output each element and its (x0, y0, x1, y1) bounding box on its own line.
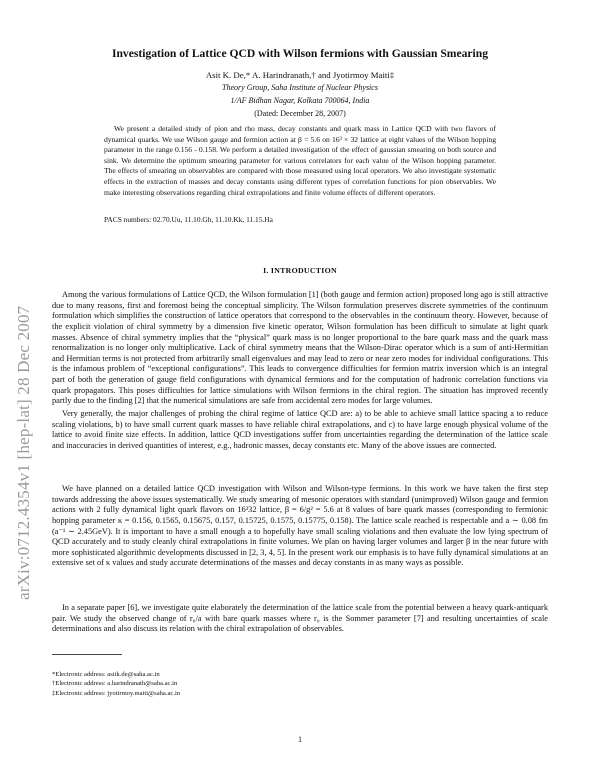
page-number: 1 (298, 735, 302, 744)
intro-paragraph-4: In a separate paper [6], we investigate quite elaborately the determination of the lattice scale from the potential between a heavy quark-antiquark pair. We study the observed change of r₀/a with bare quark masses where r₀ is the Sommer parameter [7] and resulting uncertainties of scale determinations and also discuss its relation with the chiral extrapolation of observables. (52, 603, 548, 634)
footnote-email-3: ‡Electronic address: jyotirmoy.maiti@saha.ac.in (52, 690, 181, 697)
intro-paragraph-2: Very generally, the major challenges of probing the chiral regime of lattice QCD are: a) to be able to achieve small lattice spacing a to reduce scaling violations, b) to have small current quark masses to have reliable chiral extrapolations, and c) to have large enough physical volume of the lattice to avoid finite size effects. In addition, lattice QCD investigations suffer from uncertainties regarding the determination of the lattice scale and inaccuracies in derived quantities of interest, e.g., hadronic masses, decay constants etc. Many of the above issues are connected. (52, 409, 548, 450)
author-list: Asit K. De,* A. Harindranath,† and Jyotirmoy Maiti‡ (205, 70, 395, 80)
footnote-email-2: †Electronic address: a.harindranath@saha.ac.in (52, 680, 178, 687)
pacs-numbers: PACS numbers: 02.70.Uu, 11.10.Gh, 11.10.Kk, 11.15.Ha (104, 215, 273, 224)
arxiv-stamp: arXiv:0712.4354v1 [hep-lat] 28 Dec 2007 (14, 305, 33, 600)
dated-line: (Dated: December 28, 2007) (254, 109, 346, 118)
affiliation-line-1: Theory Group, Saha Institute of Nuclear Physics (222, 83, 378, 92)
abstract: We present a detailed study of pion and rho mass, decay constants and quark mass in Lattice QCD with two flavors of dynamical quarks. We use Wilson gauge and fermion action at β = 5.6 on 16³ × 32 lattice at eight values of the Wilson hopping parameter in the range 0.156 - 0.158. We perform a detailed investigation of the effect of gaussian smearing on both source and sink. We determine the optimum smearing parameter for various correlators for each value of the Wilson hopping parameter. The effects of smearing on observables are compared with those measured using local operators. We also investigate systematic effects in the extraction of masses and decay constants using different types of correlation functions for pion observables. We make interesting observations regarding chiral extrapolations and finite volume effects of different operators. (104, 124, 496, 197)
affiliation-line-2: 1/AF Bidhan Nagar, Kolkata 700064, India (230, 96, 370, 105)
intro-paragraph-3: We have planned on a detailed lattice QCD investigation with Wilson and Wilson-type fermions. In this work we have taken the first step towards addressing the above issues systematically. We study smearing of mesonic operators with standard (unimproved) Wilson gauge and fermion actions with 2 fully dynamical light quark flavors on 16³32 lattice, β = 6/g² = 5.6 at 8 values of bare quark masses (corresponding to fermionic hopping parameter κ = 0.156, 0.1565, 0.15675, 0.157, 0.15725, 0.1575, 0.15775, 0.158). The lattice scale reached is respectable and a ∼ 0.08 fm (a⁻¹ ∼ 2.45GeV). It is important to have a small enough a to hopefully have small scaling violations and then evaluate the low lying spectrum of QCD accurately and to study cleanly chiral extrapolations in finite volumes. We plan on having larger volumes and larger β in the near future with more sophisticated algorithmic developments discussed in [2, 3, 4, 5]. In the present work our emphasis is to have fully dynamical simulations at an extensive set of κ values and study accurate determinations of the masses and decay constants in as many ways as possible. (52, 484, 548, 568)
footnote-rule (52, 654, 122, 655)
footnote-email-1: *Electronic address: asitk.de@saha.ac.in (52, 671, 160, 678)
paper-title: Investigation of Lattice QCD with Wilson fermions with Gaussian Smearing (111, 47, 489, 60)
section-heading: I. INTRODUCTION (263, 266, 337, 275)
intro-paragraph-1: Among the various formulations of Lattice QCD, the Wilson formulation [1] (both gauge and fermion action) proposed long ago is still attractive due to many reasons, first and foremost being the conceptual simplicity. The Wilson formulation preserves discrete symmetries of the continuum formulation which simplifies the construction of lattice operators that correspond to the observables in the continuum theory. However, because of the explicit violation of chiral symmetry by a dimension five kinetic operator, Wilson formulation has been difficult to simulate at light quark masses. Absence of chiral symmetry implies that the “physical” quark mass is no longer proportional to the bare quark mass and the quark mass renormalization is no longer only multiplicative. Lack of chiral symmetry means that the Wilson-Dirac operator which is a sum of anti-Hermitian and Hermitian terms is not protected from arbitrarily small eigenvalues and may lead to zero or near zero modes for individual configurations. This is the infamous problem of “exceptional configurations”. This leads to convergence difficulties for fermion matrix inversion which is an integral part of both the generation of gauge field configurations with dynamical fermions and for the computation of hadronic correlation functions via quark propagators. This poses difficulties for lattice simulations with Wilson fermions in the chiral region. The situation has improved recently partly due to the finding [2] that the numerical simulations are safe from accidental zero modes for large volumes. (52, 290, 548, 406)
